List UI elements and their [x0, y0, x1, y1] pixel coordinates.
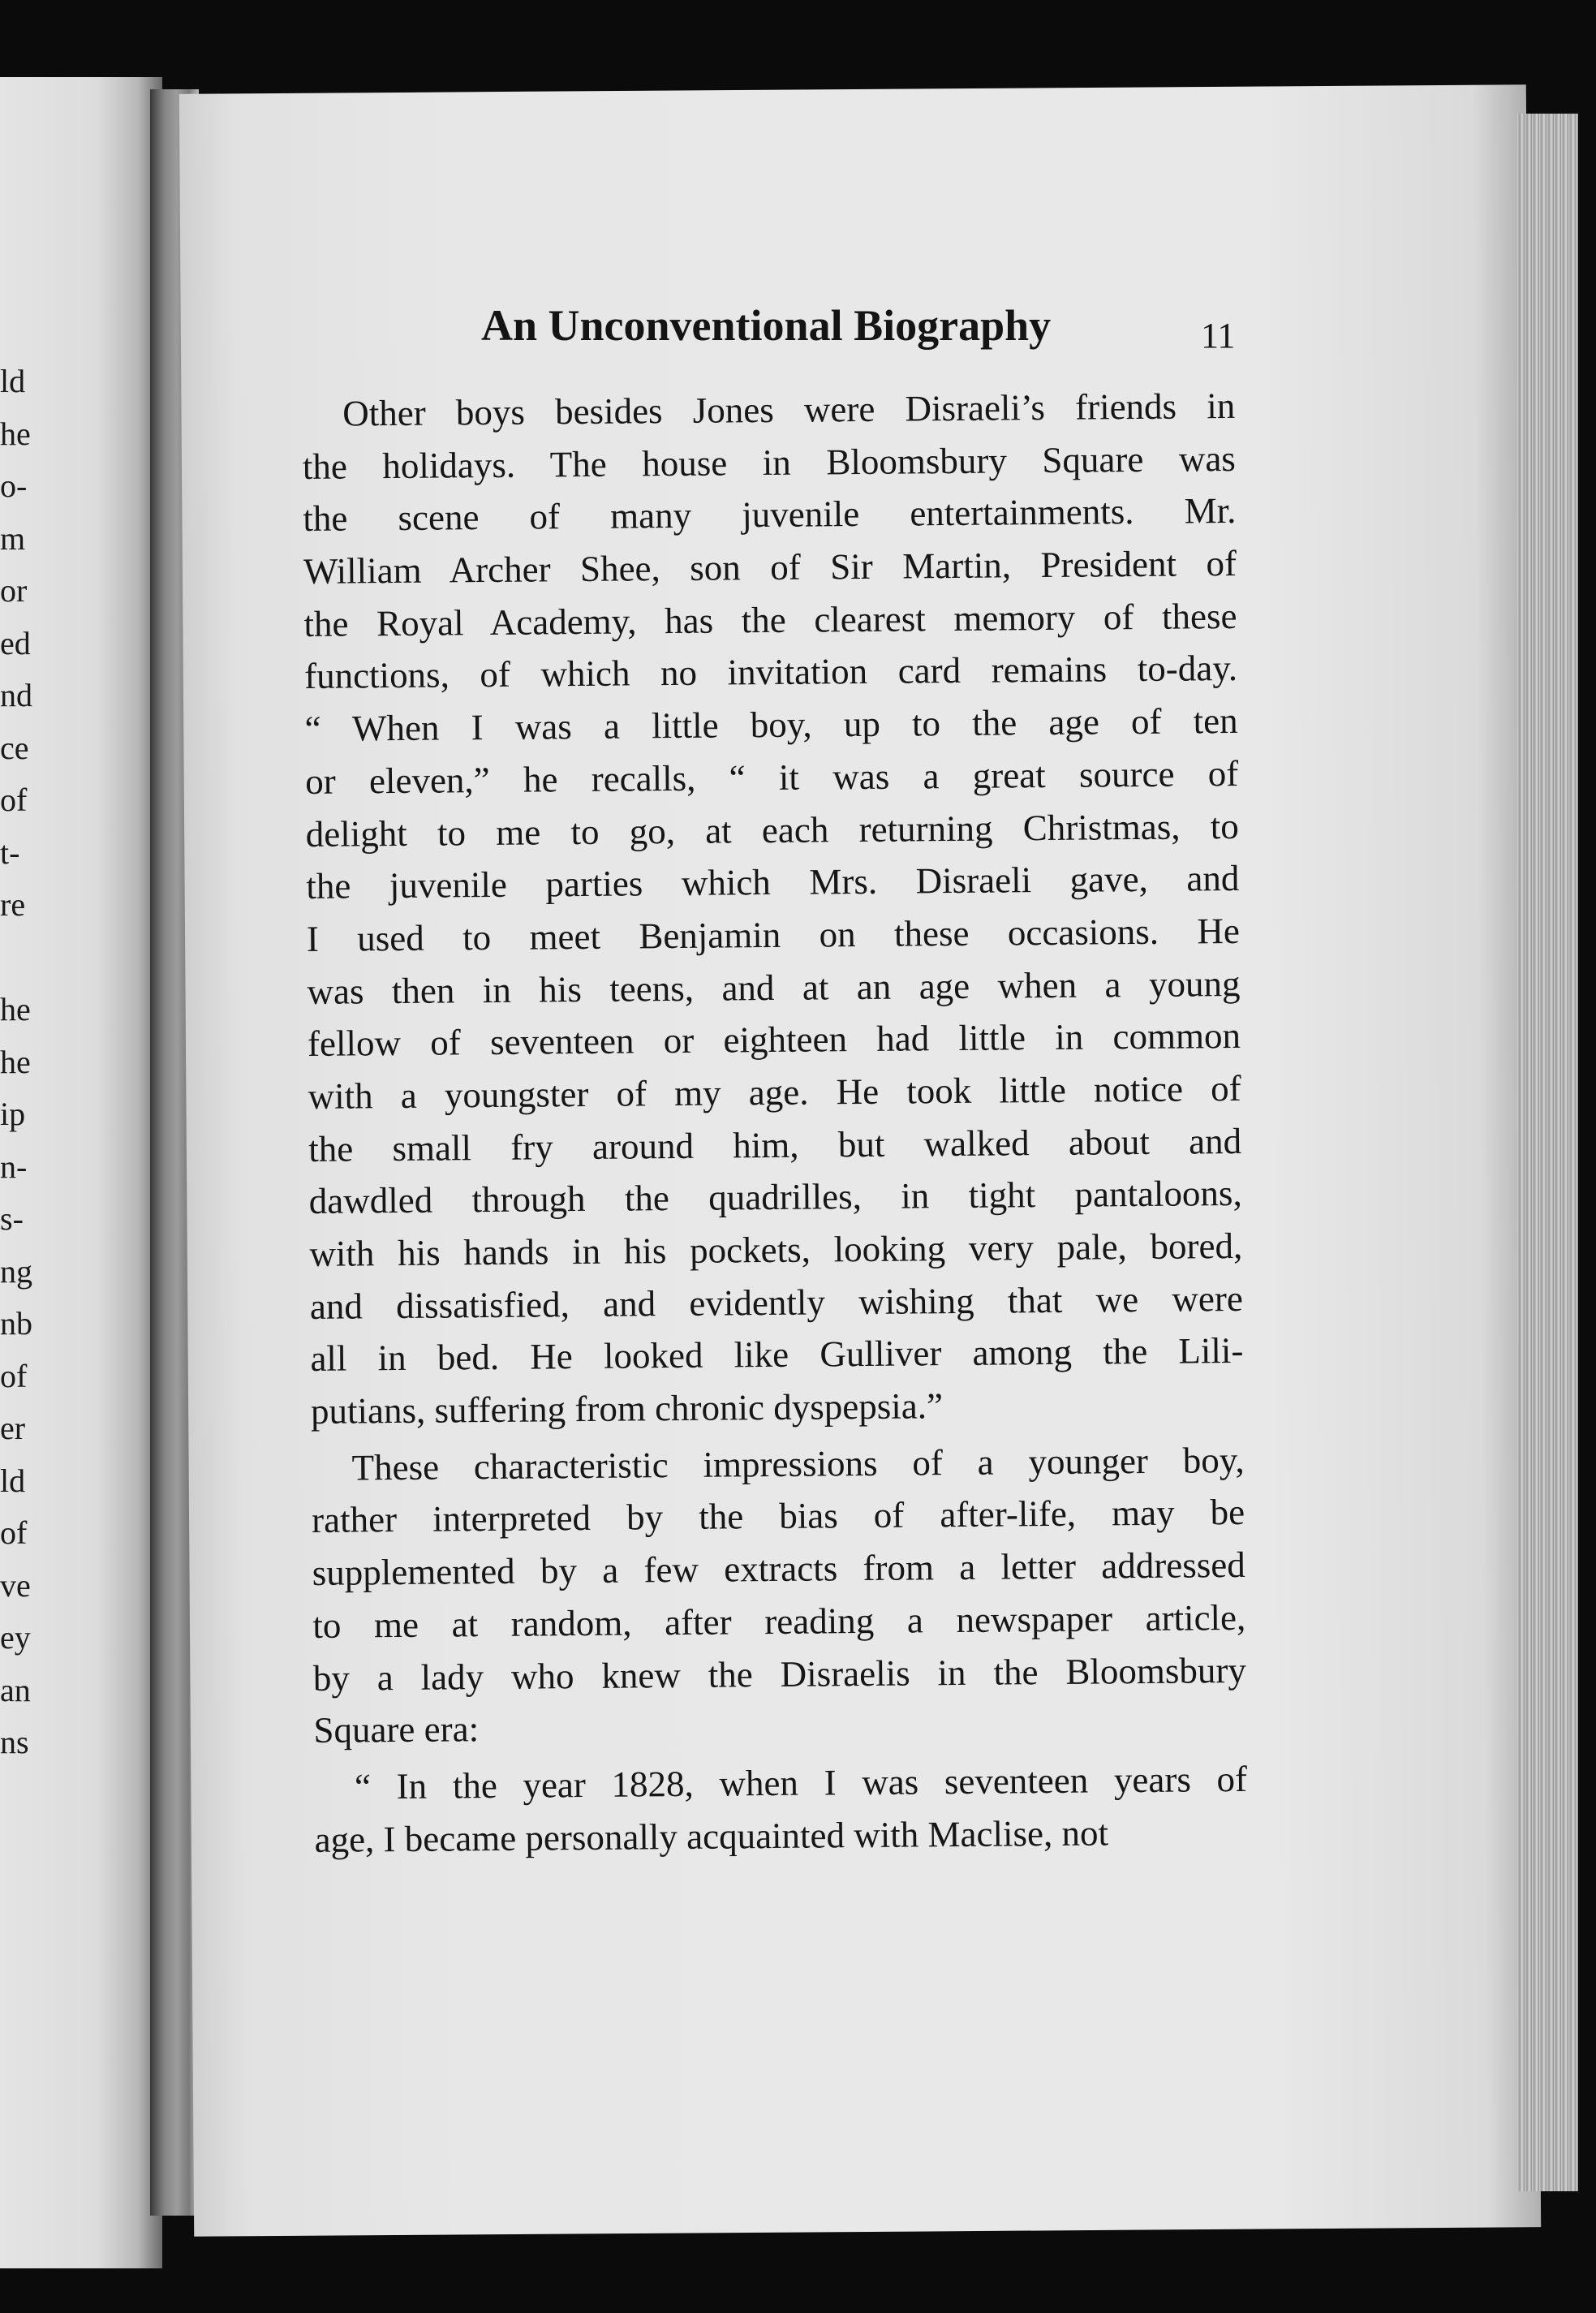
- text-line: the small fry around him, but walked about and: [308, 1120, 1242, 1169]
- left-page-fragment: ns: [0, 1724, 29, 1760]
- text-line: These characteristic impressions of a younger boy,: [351, 1439, 1245, 1488]
- left-page-fragment: m: [0, 519, 26, 557]
- text-line: “ When I was a little boy, up to the age of ten: [304, 700, 1238, 750]
- left-page-fragment: n-: [0, 1148, 28, 1185]
- text-line: to me at random, after reading a newspaper article,: [312, 1596, 1246, 1646]
- left-page-fragment: ed: [0, 624, 31, 661]
- page-number: 11: [1201, 316, 1236, 355]
- running-head: [481, 300, 1244, 365]
- body-text: [302, 380, 1248, 1866]
- left-page-fragment: ng: [0, 1252, 32, 1290]
- left-page-fragment: he: [0, 1043, 31, 1080]
- left-page-fragment: an: [0, 1671, 31, 1708]
- paragraph: [311, 1434, 1246, 1757]
- text-line: supplemented by a few extracts from a letter addressed: [312, 1544, 1245, 1594]
- text-line: Square era:: [313, 1708, 480, 1751]
- text-line: the holidays. The house in Bloomsbury Square was: [302, 437, 1237, 487]
- running-head-title: An Unconventional Biography: [481, 301, 1052, 350]
- left-page-fragment: ve: [0, 1566, 31, 1604]
- text-line: with his hands in his pockets, looking very pale, bored,: [309, 1225, 1243, 1274]
- paragraph: [302, 380, 1244, 1438]
- text-line: “ In the year 1828, when I was seventeen years of: [354, 1758, 1248, 1807]
- left-page-fragment: ld: [0, 1462, 26, 1499]
- text-line: delight to me to go, at each returning Christmas, to: [305, 805, 1239, 855]
- text-line: the scene of many juvenile entertainments. Mr.: [303, 490, 1237, 540]
- text-line: functions, of which no invitation card remains to-day.: [303, 648, 1238, 697]
- text-line: putians, suffering from chronic dyspepsia.”: [310, 1385, 944, 1432]
- page-edge: [1517, 114, 1578, 2191]
- paragraph: [314, 1753, 1248, 1866]
- text-line: dawdled through the quadrilles, in tight pantaloons,: [308, 1173, 1242, 1222]
- left-page-fragment: er: [0, 1410, 26, 1446]
- left-page-fragment: [0, 937, 49, 978]
- text-line: fellow of seventeen or eighteen had little in common: [307, 1015, 1241, 1065]
- left-page-fragment: of: [0, 782, 28, 818]
- text-line: the juvenile parties which Mrs. Disraeli gave, and: [306, 858, 1240, 907]
- text-line: the Royal Academy, has the clearest memory of these: [303, 595, 1237, 644]
- text-line: age, I became personally acquainted with Maclise, not: [314, 1811, 1109, 1860]
- text-line: William Archer Shee, son of Sir Martin, President of: [303, 543, 1237, 592]
- left-facing-page: [0, 77, 162, 2268]
- left-page-fragment: nd: [0, 677, 32, 713]
- text-line: and dissatisfied, and evidently wishing that we were: [309, 1277, 1244, 1327]
- left-page-fragment: o-: [0, 467, 28, 504]
- text-line: all in bed. He looked like Gulliver among the Lili-: [310, 1330, 1244, 1380]
- left-page-fragment: of: [0, 1357, 28, 1394]
- text-line: or eleven,” he recalls, “ it was a great source of: [305, 752, 1239, 802]
- left-page-fragment: he: [0, 991, 31, 1027]
- left-page-fragment: ce: [0, 729, 29, 766]
- left-page-fragment: s-: [0, 1200, 24, 1237]
- text-line: with a youngster of my age. He took little notice of: [308, 1067, 1241, 1117]
- text-line: rather interpreted by the bias of after-life, may be: [311, 1492, 1245, 1541]
- text-line: was then in his teens, and at an age when a young: [307, 963, 1241, 1012]
- left-page-fragment: t-: [0, 833, 20, 871]
- text-line: Other boys besides Jones were Disraeli’s friends in: [342, 385, 1236, 434]
- left-page-fragment: ld: [0, 363, 26, 399]
- left-page-fragment: of: [0, 1514, 28, 1551]
- left-page-fragment: ip: [0, 1096, 26, 1132]
- left-page-fragment: he: [0, 415, 31, 452]
- text-line: by a lady who knew the Disraelis in the Bloomsbury: [312, 1649, 1247, 1699]
- left-page-fragment: or: [0, 572, 28, 609]
- left-page-fragment: nb: [0, 1305, 32, 1342]
- left-page-fragment: ey: [0, 1619, 31, 1656]
- left-page-fragment: re: [0, 886, 26, 923]
- text-line: I used to meet Benjamin on these occasions. He: [306, 910, 1241, 959]
